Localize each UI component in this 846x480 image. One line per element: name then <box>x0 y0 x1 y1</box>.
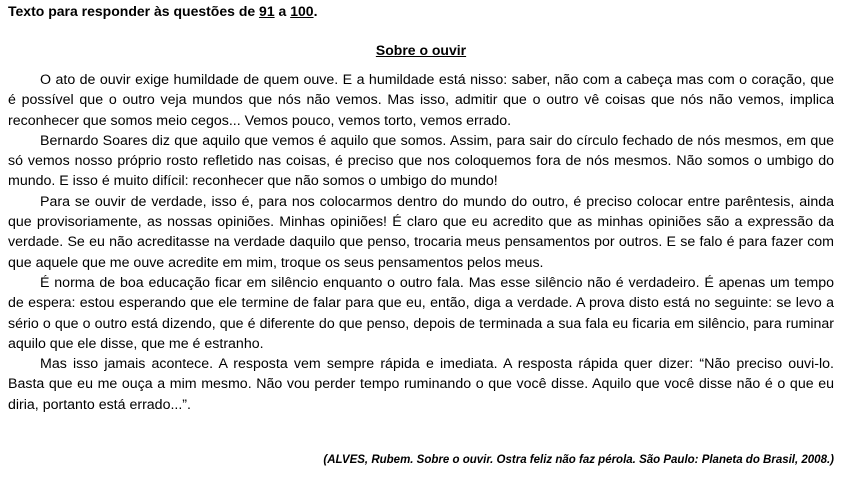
source-citation: (ALVES, Rubem. Sobre o ouvir. Ostra feliz não faz pérola. São Paulo: Planeta do Brasil, 2008.) <box>323 454 834 466</box>
paragraph-4: É norma de boa educação ficar em silêncio enquanto o outro fala. Mas esse silêncio não é verdadeiro. É apenas um tempo de espera: estou esperando que ele termine de falar para que eu, então, diga a verdade. A prova disto está no seguinte: se levo a sério o que o outro está dizendo, que é diferente do que penso, depois de terminada a sua fala eu ficaria em silêncio, para ruminar aquilo que ele disse, que me é estranho. <box>8 274 834 352</box>
paragraph-5: Mas isso jamais acontece. A resposta vem sempre rápida e imediata. A resposta rápida quer dizer: “Não preciso ouvi-lo. Basta que eu me ouça a mim mesmo. Não vou perder tempo ruminando o que você disse. Aquilo que você disse não é o que eu diria, portanto está errado...”. <box>8 356 834 413</box>
header-prefix: Texto para responder às questões de <box>8 3 260 19</box>
paragraph-3: Para se ouvir de verdade, isso é, para nos colocarmos dentro do mundo do outro, é preciso colocar entre parêntesis, ainda que provisoriamente, as nossas opiniões. Minhas opiniões! É claro que eu acredito que as minhas opiniões são a expressão da verdade. Se eu não acreditasse na verdade daquilo que penso, trocaria meus pensamentos por outros. E se falo é para fazer com que aquele que me ouve acredite em mim, troque os seus pensamentos pelos meus. <box>8 193 834 271</box>
question-end-number: 100 <box>290 3 314 19</box>
text-body <box>8 70 834 415</box>
header-suffix: . <box>313 3 318 19</box>
questions-header <box>8 1 317 21</box>
paragraph-2: Bernardo Soares diz que aquilo que vemos é aquilo que somos. Assim, para sair do círculo fechado de nós mesmos, em que só vemos nosso próprio rosto refletido nas coisas, é preciso que nos coloquemos fora de nós mesmos. Não somos o umbigo do mundo. E isso é muito difícil: reconhecer que não somos o umbigo do mundo! <box>8 132 834 190</box>
question-start-number: 91 <box>259 3 275 19</box>
paragraph-1: O ato de ouvir exige humildade de quem ouve. E a humildade está nisso: saber, não com a cabeça mas com o coração, que é possível que o outro veja mundos que nós não vemos. Mas isso, admitir que o outro vê coisas que nós não vemos, implica reconhecer que somos meio cegos... Vemos pouco, vemos torto, vemos errado. <box>8 72 834 129</box>
text-title: Sobre o ouvir <box>375 42 467 58</box>
header-connector: a <box>274 3 291 19</box>
